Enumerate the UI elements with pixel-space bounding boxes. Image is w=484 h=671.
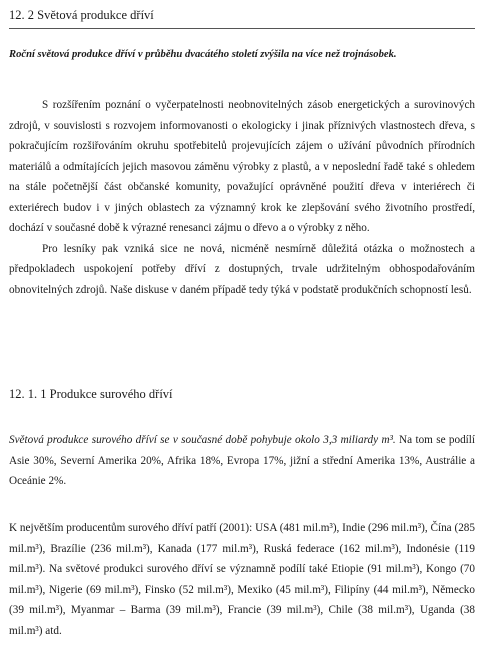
production-italic: Světová produkce surového dříví se v současné době pohybuje okolo 3,3 miliardy m³.: [9, 434, 396, 446]
paragraph-2: Pro lesníky pak vzniká sice ne nová, nicméně nesmírně důležitá otázka o možnostech a předpokladech uspokojení potřeby dříví z dostupných, trvale udržitelným obhospodařováním obnovitelných zdrojů. Naše diskuse v daném případě tedy týká v podstatě produkčních schopností lesů.: [9, 242, 475, 296]
producers-paragraph: K největším producentům surového dříví patří (2001): USA (481 mil.m³), Indie (296 mil.m³), Čína (285 mil.m³), Brazílie (236 mil.m³), Kanada (177 mil.m³), Ruská federace (162 mil.m³), Indonésie (119 mil.m³). Na světové produkci surového dříví se významně podílí také Etiopie (91 mil.m³), Kongo (70 mil.m³), Nigerie (69 mil.m³), Finsko (52 mil.m³), Mexiko (45 mil.m³), Filipíny (44 mil.m³), Německo (39 mil.m³), Myanmar – Barma (39 mil.m³), Francie (39 mil.m³), Chile (38 mil.m³), Uganda (38 mil.m³) atd.: [9, 522, 475, 637]
paragraph-1: S rozšířením poznání o vyčerpatelnosti neobnovitelných zásob energetických a surovinových zdrojů, v souvislosti s rozvojem informovanosti o ekologicky i jinak příznivých vlastnostech dřeva, s pokračujícím rozšiřováním okruhu spotřebitelů projevujících zájem o užívání původních přírodních materiálů a odmítajících jejich masovou záměnu výrobky z plastů, a v neposlední řadě také s ohledem na stále početnější část občanské komunity, považující oprávněné použití dřeva v interiérech či exteriérech budov i v jiných oblastech za významný krok ke zlepšování svého životního prostředí, dochází v současné době k výrazné renesanci zájmu o dřevo a o výrobky z něho.: [9, 99, 475, 234]
heading-divider: [9, 28, 475, 29]
production-paragraph: [9, 430, 475, 492]
producers-block: [9, 518, 475, 641]
section-heading: 12. 2 Světová produkce dříví: [9, 8, 154, 22]
subsection-intro: [9, 430, 475, 492]
production-shares: Na tom se podílí Asie 30%, Severní Amerika 20%, Afrika 18%, Evropa 17%, jižní a střední Amerika 13%, Austrálie a Oceánie 2%.: [9, 434, 476, 487]
lead-sentence: Roční světová produkce dříví v průběhu dvacátého století zvýšila na více než trojnásobek.: [9, 49, 397, 60]
section-body: [9, 95, 475, 300]
subsection-heading: 12. 1. 1 Produkce surového dříví: [9, 387, 173, 401]
